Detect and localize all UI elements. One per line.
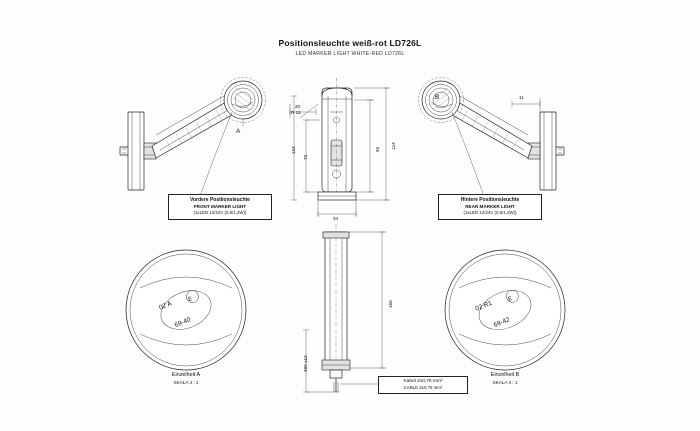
detail-a-mark-3: 69-40 bbox=[173, 316, 192, 329]
dim-front-height-inner: 73 bbox=[303, 154, 308, 160]
front-note-line2: FRONT MARKER LIGHT bbox=[193, 203, 247, 209]
detail-b-label: Einzelheit B bbox=[490, 372, 520, 378]
dim-stem-length: 168 bbox=[388, 300, 393, 308]
detail-b-scale: SKALA 4 : 1 bbox=[492, 380, 518, 385]
drawing-title-en: LED MARKER LIGHT WHITE-RED LD726L bbox=[295, 51, 405, 57]
callout-b-label: B bbox=[435, 94, 440, 101]
drawing-title-de: Positionsleuchte weiß-rot LD726L bbox=[278, 38, 422, 48]
front-note-line1: Vordere Positionsleuchte bbox=[190, 197, 250, 203]
cable-note-line1: Kabel 2x0,75 mm² bbox=[403, 378, 443, 384]
detail-a-scale: SKALA 4 : 1 bbox=[173, 380, 199, 385]
center-front-view bbox=[318, 78, 356, 392]
detail-a-label: Einzelheit A bbox=[171, 372, 201, 378]
rear-note-line2: REAR MARKER LIGHT bbox=[465, 203, 515, 209]
detail-a-mark-1: 02 A bbox=[158, 300, 173, 312]
cable-note bbox=[378, 376, 468, 394]
radius-label: R 12 bbox=[291, 110, 301, 115]
front-note-line3: (1xLED 12/24V (0,6/1,2W)) bbox=[193, 210, 247, 216]
dim-base-width: 34 bbox=[333, 216, 339, 221]
detail-b-mark-1: 02 R1 bbox=[474, 299, 494, 313]
cable-note-line2: CABLE 2x0,75 mm² bbox=[403, 384, 443, 390]
detail-a-view bbox=[126, 250, 246, 370]
detail-b-view bbox=[445, 250, 565, 370]
rear-note-line1: Hintere Positionsleuchte bbox=[460, 197, 520, 203]
dim-side-height-inner: 94 bbox=[375, 146, 380, 152]
dim-front-height-outer: 134 bbox=[291, 146, 296, 154]
dim-cable-length: 480 ±10 bbox=[303, 355, 308, 372]
dim-side-height-outer: 124 bbox=[391, 142, 396, 150]
rear-marker-note bbox=[438, 194, 542, 220]
front-marker-note bbox=[168, 194, 272, 220]
left-assembly-view bbox=[120, 78, 266, 197]
detail-a-caption bbox=[146, 372, 226, 386]
dim-top-left-depth: 20 bbox=[295, 104, 301, 109]
detail-b-mark-3: 69-42 bbox=[492, 316, 511, 329]
detail-b-mark-2: E bbox=[507, 295, 514, 303]
callout-a-label: A bbox=[236, 128, 241, 135]
rear-note-line3: (1xLED 12/24V (0,6/1,2W)) bbox=[463, 210, 517, 216]
detail-b-caption bbox=[465, 372, 545, 386]
detail-a-mark-2: E bbox=[187, 296, 194, 304]
right-assembly-view bbox=[419, 78, 565, 197]
dim-top-right-depth: 11 bbox=[519, 95, 524, 100]
